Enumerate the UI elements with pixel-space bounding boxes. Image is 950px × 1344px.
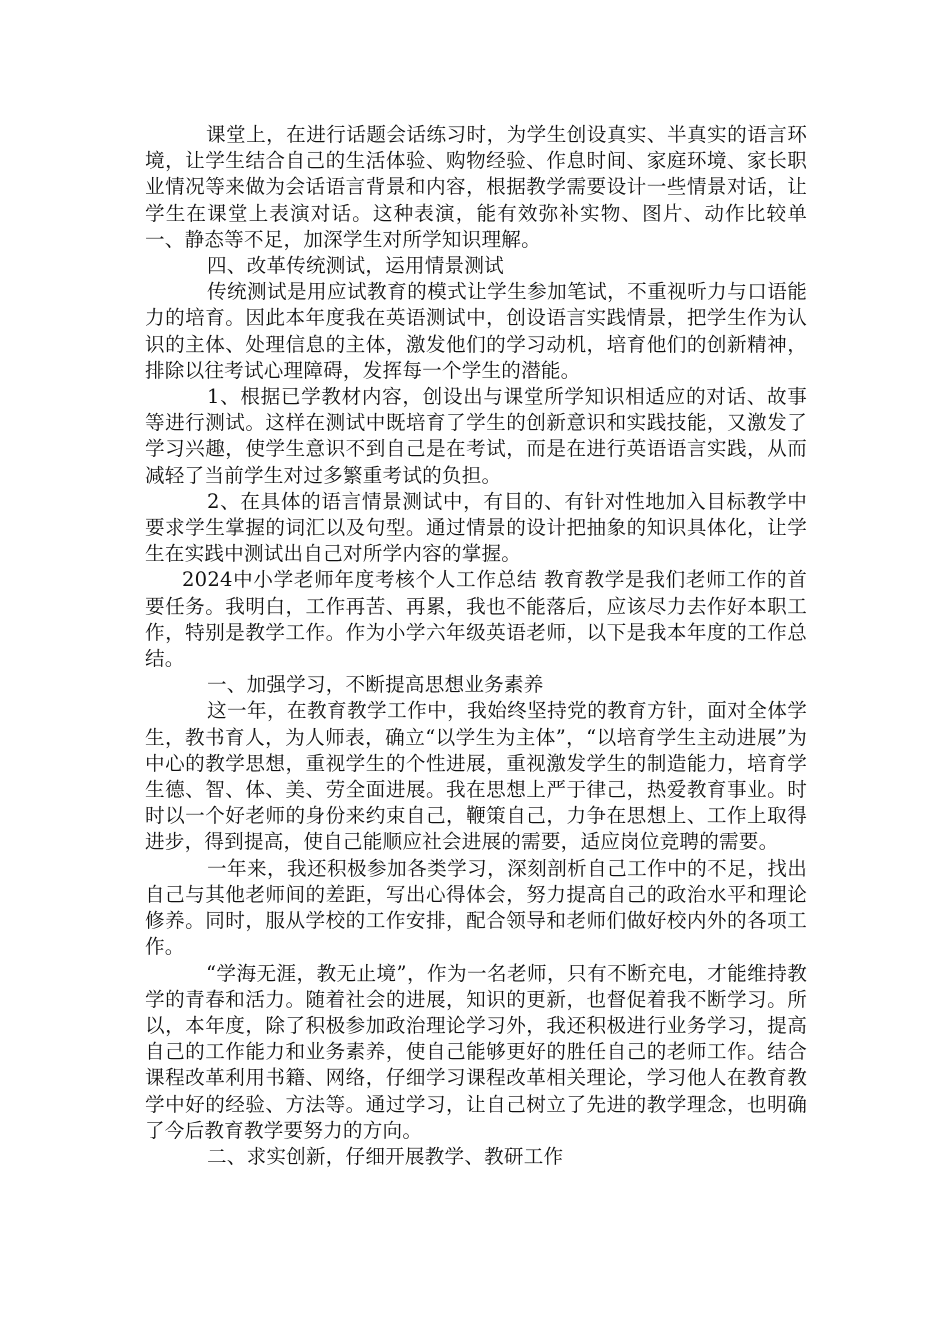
paragraph-classroom-dialogue: 课堂上，在进行话题会话练习时，为学生创设真实、半真实的语言环境，让学生结合自己的生活体验、购物经验、作息时间、家庭环境、家长职业情况等来做为会话语言背景和内容，根据教学需要设计一些情景对话，让学生在课堂上表演对话。这种表演，能有效弥补实物、图片、动作比较单一、静态等不足，加深学生对所学知识理解。 xyxy=(145,123,807,251)
paragraph-education-policy: 这一年，在教育教学工作中，我始终坚持党的教育方针，面对全体学生，教书育人，为人师表，确立“以学生为主体”，“以培育学生主动进展”为中心的教学思想，重视学生的个性进展，重视激发学生的制造能力，培育学生德、智、体、美、劳全面进展。我在思想上严于律己，热爱教育事业。时时以一个好老师的身份来约束自己，鞭策自己，力争在思想上、工作上取得进步，得到提高，使自己能顺应社会进展的需要，适应岗位竞聘的需要。 xyxy=(145,699,807,854)
paragraph-lifelong-learning: “学海无涯，教无止境”，作为一名老师，只有不断充电，才能维持教学的青春和活力。随着社会的进展，知识的更新，也督促着我不断学习。所以，本年度，除了积极参加政治理论学习外，我还积极进行业务学习，提高自己的工作能力和业务素养，使自己能够更好的胜任自己的老师工作。结合课程改革利用书籍、网络，仔细学习课程改革相关理论，学习他人在教育教学中好的经验、方法等。通过学习，让自己树立了先进的教学理念，也明确了今后教育教学要努力的方向。 xyxy=(145,961,807,1142)
section-heading-reform-testing: 四、改革传统测试，运用情景测试 xyxy=(207,254,504,278)
paragraph-point-2: 2、在具体的语言情景测试中，有目的、有针对性地加入目标教学中要求学生掌握的词汇以及句型。通过情景的设计把抽象的知识具体化，让学生在实践中测试出自己对所学内容的掌握。 xyxy=(145,489,807,566)
paragraph-year-learning: 一年来，我还积极参加各类学习，深刻剖析自己工作中的不足，找出自己与其他老师间的差距，写出心得体会，努力提高自己的政治水平和理论修养。同时，服从学校的工作安排，配合领导和老师们做好校内外的各项工作。 xyxy=(145,856,807,959)
paragraph-point-1: 1、根据已学教材内容，创设出与课堂所学知识相适应的对话、故事等进行测试。这样在测试中既培育了学生的创新意识和实践技能，又激发了学习兴趣，使学生意识不到自己是在考试，而是在进行英语语言实践，从而减轻了当前学生对过多繁重考试的负担。 xyxy=(145,385,807,487)
paragraph-traditional-testing: 传统测试是用应试教育的模式让学生参加笔试，不重视听力与口语能力的培育。因此本年度我在英语测试中，创设语言实践情景，把学生作为认识的主体、处理信息的主体，激发他们的学习动机，培育他们的创新精神，排除以往考试心理障碍，发挥每一个学生的潜能。 xyxy=(145,280,807,382)
section-heading-strengthen-learning: 一、加强学习，不断提高思想业务素养 xyxy=(207,673,544,697)
section-heading-innovation: 二、求实创新，仔细开展教学、教研工作 xyxy=(207,1144,564,1168)
paragraph-annual-summary-intro: 2024中小学老师年度考核个人工作总结 教育教学是我们老师工作的首要任务。我明白，工作再苦、再累，我也不能落后，应该尽力去作好本职工作，特别是教学工作。作为小学六年级英语老师，以下是我本年度的工作总结。 xyxy=(145,568,807,671)
document-body xyxy=(145,122,807,1170)
